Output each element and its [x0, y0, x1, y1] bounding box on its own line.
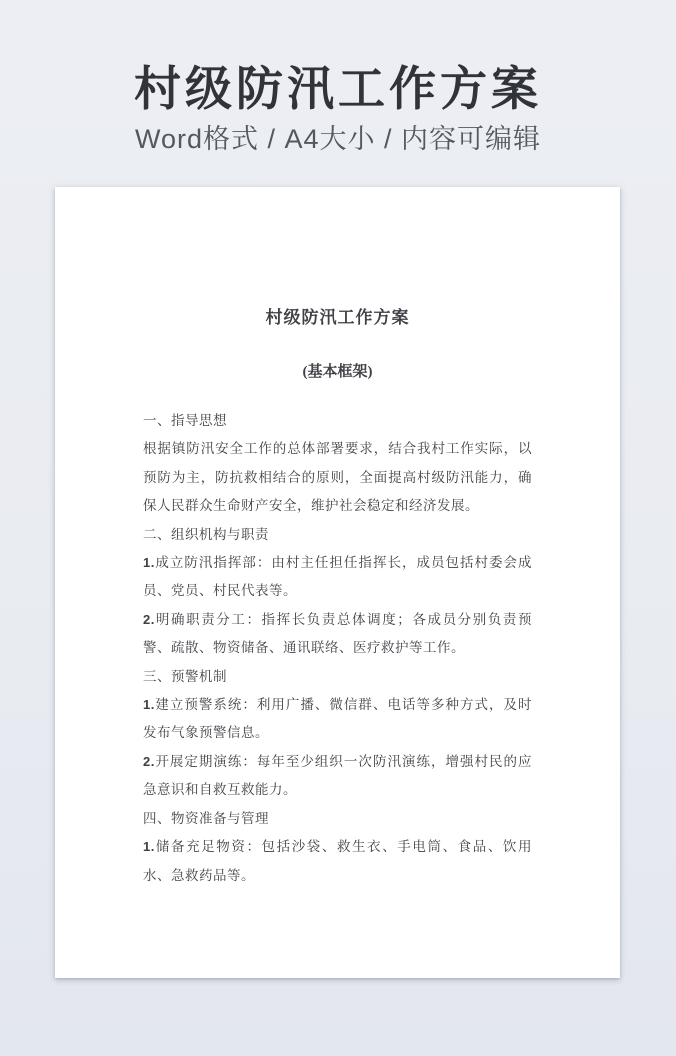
- item-text: 成立防汛指挥部：由村主任担任指挥长，成员包括村委会成员、党员、村民代表等。: [143, 555, 532, 599]
- numbered-item: [143, 606, 532, 663]
- document-title: 村级防汛工作方案: [265, 308, 410, 327]
- document-body: [143, 407, 532, 890]
- numbered-item: [143, 549, 532, 606]
- document-page-preview: [55, 187, 620, 978]
- section-heading: 二、组织机构与职责: [143, 526, 269, 542]
- numbered-item: [143, 833, 532, 890]
- numbered-item: [143, 691, 532, 748]
- promo-header: [0, 0, 676, 154]
- item-number: 2.: [143, 753, 155, 769]
- item-number: 1.: [143, 697, 155, 713]
- section-heading: 三、预警机制: [143, 668, 227, 684]
- section-heading: 四、物资准备与管理: [143, 810, 269, 826]
- item-text: 开展定期演练：每年至少组织一次防汛演练，增强村民的应急意识和自救互救能力。: [143, 753, 532, 798]
- item-text: 明确职责分工：指挥长负责总体调度；各成员分别负责预警、疏散、物资储备、通讯联络、医疗救护等工作。: [143, 611, 532, 656]
- section-heading: 一、指导思想: [143, 413, 227, 428]
- item-text: 建立预警系统：利用广播、微信群、电话等多种方式，及时发布气象预警信息。: [143, 697, 532, 741]
- item-number: 1.: [143, 839, 155, 855]
- item-number: 2.: [143, 611, 155, 627]
- promo-title: 村级防汛工作方案: [134, 62, 542, 115]
- document-subtitle: (基本框架): [302, 364, 373, 380]
- item-number: 1.: [143, 555, 155, 571]
- item-text: 储备充足物资：包括沙袋、救生衣、手电筒、食品、饮用水、急救药品等。: [143, 839, 532, 883]
- promo-subtitle: Word格式 / A4大小 / 内容可编辑: [134, 124, 542, 154]
- numbered-item: [143, 748, 532, 805]
- section-paragraph: 根据镇防汛安全工作的总体部署要求，结合我村工作实际，以预防为主，防抗救相结合的原则，全面提高村级防汛能力，确保人民群众生命财产安全，维护社会稳定和经济发展。: [143, 441, 532, 514]
